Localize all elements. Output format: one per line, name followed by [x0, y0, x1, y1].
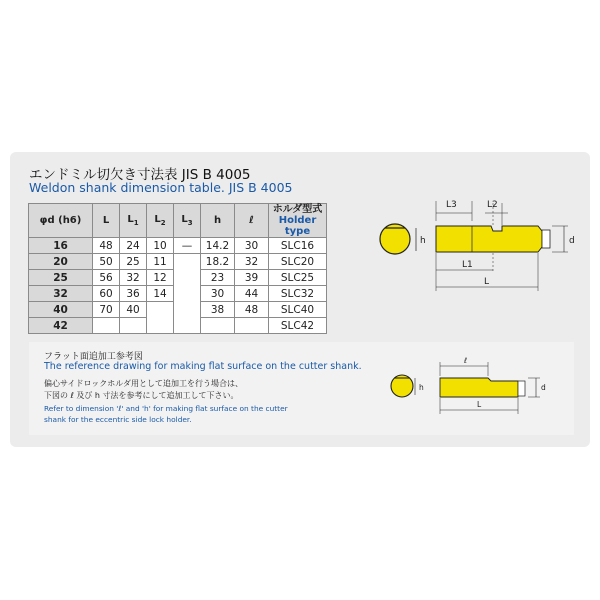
cell-L2: 10	[147, 238, 174, 254]
cell-h: 38	[201, 302, 235, 318]
cell-diameter: 32	[29, 286, 93, 302]
label-d-1: d	[569, 236, 575, 246]
cell-diameter: 25	[29, 270, 93, 286]
cell-L	[93, 318, 120, 334]
cell-holder: SLC20	[269, 254, 327, 270]
cell-holder: SLC42	[269, 318, 327, 334]
flat-note-jp-1: 偏心サイドロックホルダ用として追加工を行う場合は、	[44, 379, 243, 388]
header-l: ℓ	[235, 204, 269, 238]
flat-note-en-1: Refer to dimension 'ℓ' and 'h' for making flat surface on the cutter	[44, 404, 288, 413]
cell-L1: 25	[120, 254, 147, 270]
weldon-shank-diagram	[376, 195, 581, 295]
flat-surface-diagram	[388, 352, 568, 417]
flat-title-jp: フラット面追加工参考図	[44, 352, 143, 362]
cell-h: 23	[201, 270, 235, 286]
label-L1: L1	[462, 260, 473, 270]
label-L-2: L	[477, 400, 482, 409]
cell-L: 60	[93, 286, 120, 302]
cell-diameter: 16	[29, 238, 93, 254]
header-L2: $L_2$	[147, 204, 174, 238]
flat-side-view	[440, 378, 518, 397]
cell-L2: 14	[147, 286, 174, 302]
shank-side-view	[436, 226, 542, 252]
table-row	[29, 238, 327, 254]
label-L: L	[484, 277, 490, 287]
header-L: L	[93, 204, 120, 238]
cell-L3: —	[174, 238, 201, 254]
label-h-1: h	[420, 236, 426, 246]
cell-l: 30	[235, 238, 269, 254]
cell-holder: SLC16	[269, 238, 327, 254]
cell-L1: 36	[120, 286, 147, 302]
header-diameter: φd (h6)	[29, 204, 93, 238]
label-L3: L3	[446, 200, 457, 210]
cell-h: 30	[201, 286, 235, 302]
table-row	[29, 254, 327, 270]
header-L3: $L_3$	[174, 204, 201, 238]
header-holder-type	[269, 204, 327, 238]
label-d-2: d	[541, 383, 546, 392]
cell-l: 39	[235, 270, 269, 286]
cell-l: 48	[235, 302, 269, 318]
cell-holder: SLC25	[269, 270, 327, 286]
holder-header-jp: ホルダ型式	[272, 204, 323, 215]
cell-diameter: 42	[29, 318, 93, 334]
label-l: ℓ	[464, 356, 468, 365]
cell-L1	[120, 318, 147, 334]
holder-header-en: Holder type	[278, 215, 317, 237]
cell-L2: 11	[147, 254, 174, 270]
flat-note-en-2: shank for the eccentric side lock holder.	[44, 415, 192, 424]
cell-holder: SLC40	[269, 302, 327, 318]
cell-L1: 40	[120, 302, 147, 318]
flat-note-jp-2: 下図の ℓ 及び h 寸法を参考にして追加工して下さい。	[44, 391, 239, 400]
shank-tip	[542, 230, 550, 248]
cell-L: 48	[93, 238, 120, 254]
cell-L: 70	[93, 302, 120, 318]
cell-h	[201, 318, 235, 334]
header-L1: $L_1$	[120, 204, 147, 238]
label-L2: L2	[487, 200, 498, 210]
cell-L3	[174, 254, 201, 334]
cell-diameter: 40	[29, 302, 93, 318]
cell-h: 18.2	[201, 254, 235, 270]
page-title-en: Weldon shank dimension table. JIS B 4005	[29, 180, 293, 195]
flat-title-en: The reference drawing for making flat surface on the cutter shank.	[44, 361, 362, 372]
cell-holder: SLC32	[269, 286, 327, 302]
cell-L1: 32	[120, 270, 147, 286]
cell-h: 14.2	[201, 238, 235, 254]
cell-l: 32	[235, 254, 269, 270]
table-header-row	[29, 204, 327, 238]
header-h: h	[201, 204, 235, 238]
cell-L1: 24	[120, 238, 147, 254]
flat-tip	[518, 381, 525, 396]
cell-L: 56	[93, 270, 120, 286]
dimension-table	[28, 203, 327, 334]
cell-l	[235, 318, 269, 334]
page-title-jp: エンドミル切欠き寸法表 JIS B 4005	[29, 167, 251, 183]
cell-L2: 12	[147, 270, 174, 286]
cell-L2	[147, 302, 174, 334]
label-h-2: h	[419, 383, 424, 392]
cell-L: 50	[93, 254, 120, 270]
cell-l: 44	[235, 286, 269, 302]
cell-diameter: 20	[29, 254, 93, 270]
